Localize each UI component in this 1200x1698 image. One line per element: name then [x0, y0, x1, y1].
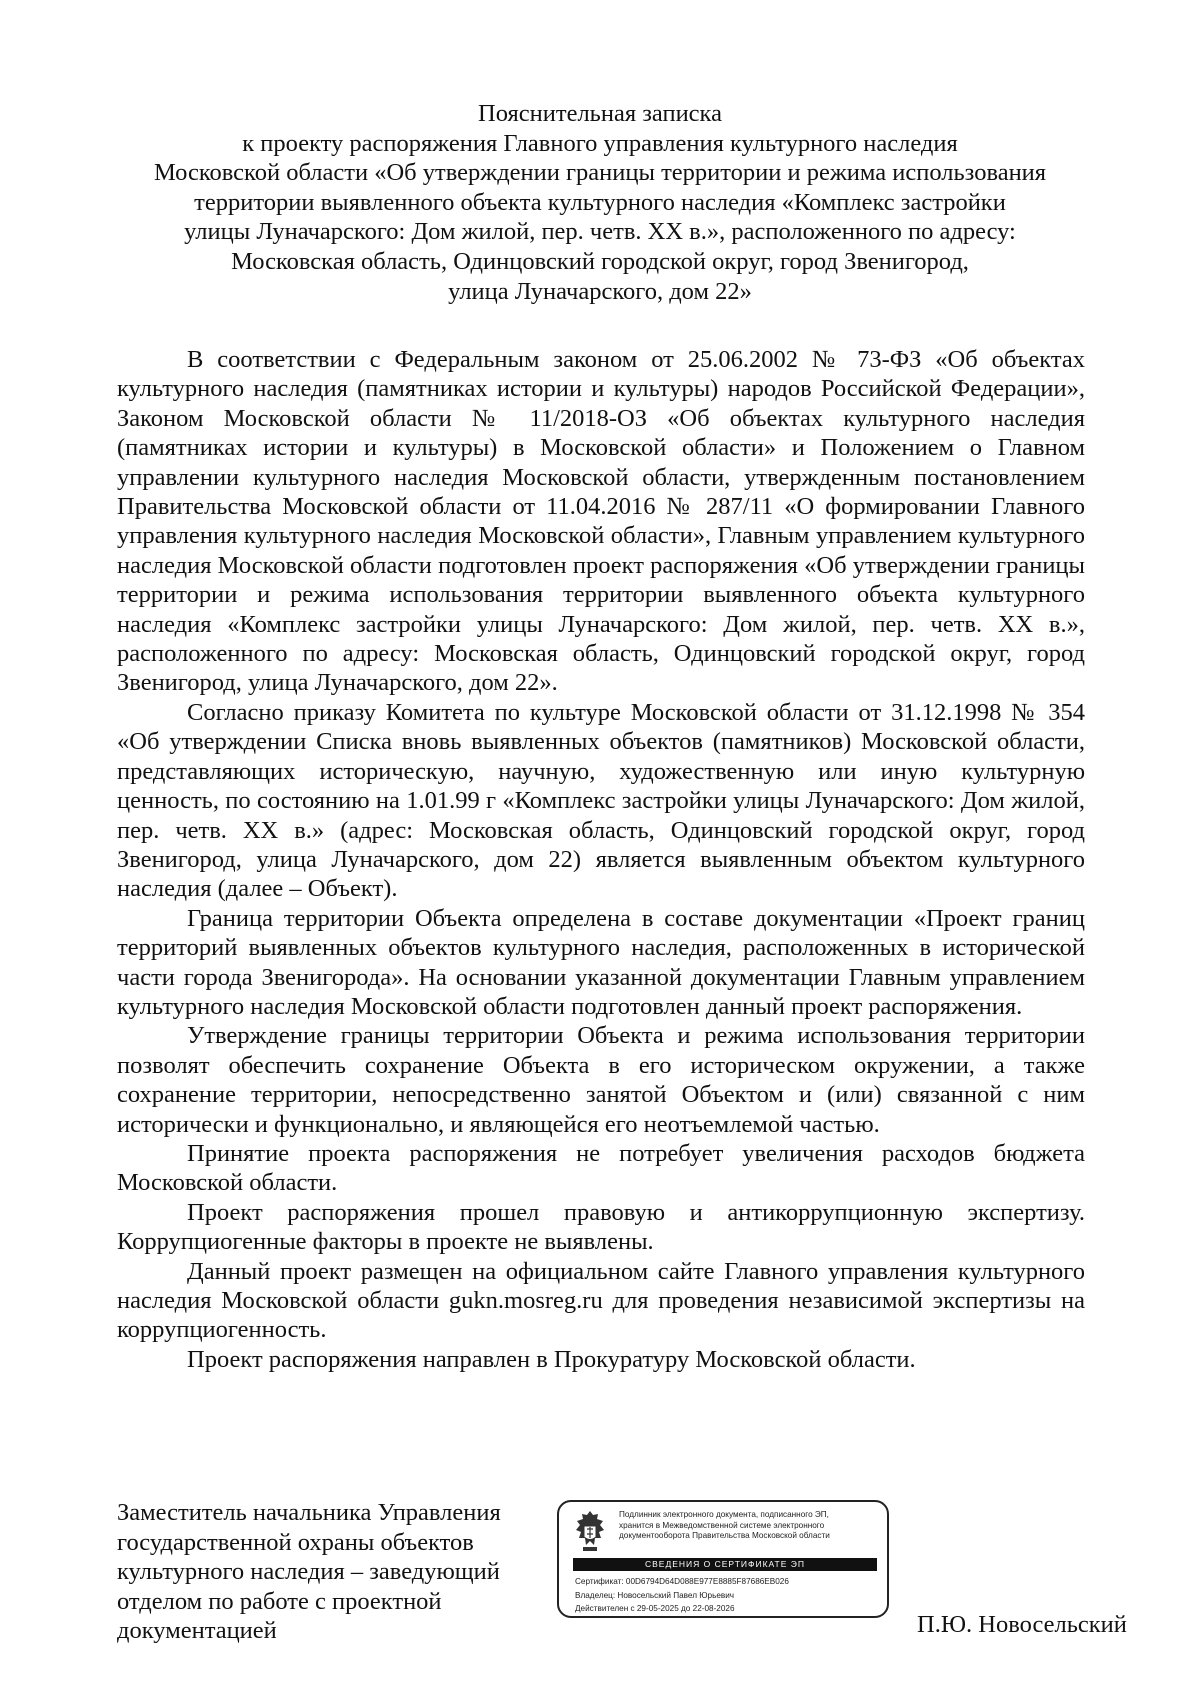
stamp-header-bar: СВЕДЕНИЯ О СЕРТИФИКАТЕ ЭП: [573, 1558, 877, 1571]
body-paragraph: Принятие проекта распоряжения не потребует увеличения расходов бюджета Московской области.: [117, 1139, 1085, 1197]
document-title: [110, 99, 1090, 306]
title-line: Московской области «Об утверждении границы территории и режима использования: [153, 159, 1047, 187]
certificate-owner: Владелец: Новосельский Павел Юрьевич: [575, 1590, 735, 1600]
signer-line: Заместитель начальника Управления: [117, 1499, 501, 1526]
signer-line: культурного наследия – заведующий: [117, 1558, 500, 1586]
title-line: к проекту распоряжения Главного управления культурного наследия: [242, 129, 958, 157]
signer-name: П.Ю. Новосельский: [917, 1611, 1127, 1638]
signer-line: документацией: [117, 1617, 277, 1645]
title-line: Пояснительная записка: [478, 100, 722, 127]
body-paragraph: Согласно приказу Комитета по культуре Московской области от 31.12.1998 № 354 «Об утверждении Списка вновь выявленных объектов (памятников) Московской области, представляющих историческую, научную, художественную или иную культурную ценность, по состоянию на 1.01.99 г «Комплекс застройки улицы Луначарского: Дом жилой, пер. четв. XX в.» (адрес: Московская область, Одинцовский городской округ, город Звенигород, улица Луначарского, дом 22) является выявленным объектом культурного наследия (далее – Объект).: [117, 698, 1085, 903]
body-paragraph: Граница территории Объекта определена в составе документации «Проект границ территорий выявленных объектов культурного наследия, расположенных в исторической части города Звенигорода». На основании указанной документации Главным управлением культурного наследия Московской области подготовлен данный проект распоряжения.: [117, 904, 1085, 1020]
stamp-notice-line: хранится в Межведомственной системе электронного: [619, 1520, 825, 1530]
signer-line: государственной охраны объектов: [117, 1528, 474, 1556]
signer-position: [117, 1498, 501, 1646]
body-paragraph: Проект распоряжения прошел правовую и антикоррупционную экспертизу. Коррупциогенные факторы в проекте не выявлены.: [117, 1198, 1085, 1256]
stamp-notice: [619, 1510, 881, 1542]
certificate-validity: Действителен с 29-05-2025 до 22-08-2026: [575, 1604, 735, 1613]
stamp-notice-line: Подлинник электронного документа, подписанного ЭП,: [619, 1510, 829, 1519]
coat-of-arms-emblem: [573, 1510, 607, 1554]
certificate-details: [575, 1575, 875, 1616]
title-line: территории выявленного объекта культурного наследия «Комплекс застройки: [194, 188, 1006, 216]
electronic-signature-stamp: [557, 1500, 889, 1618]
document-body: [117, 345, 1085, 1374]
title-line: улица Луначарского, дом 22»: [448, 277, 752, 305]
title-line: Московская область, Одинцовский городской округ, город Звенигород,: [231, 247, 969, 275]
title-line: улицы Луначарского: Дом жилой, пер. четв. XX в.», расположенного по адресу:: [184, 218, 1016, 246]
certificate-number: Сертификат: 00D6794D64D088E977E8885F87686EB026: [575, 1577, 789, 1586]
body-paragraph: В соответствии с Федеральным законом от 25.06.2002 № 73-ФЗ «Об объектах культурного наследия (памятниках истории и культуры) народов Российской Федерации», Законом Московской области № 11/2018-ОЗ «Об объектах культурного наследия (памятниках истории и культуры) в Московской области» и Положением о Главном управлении культурного наследия Московской области, утвержденным постановлением Правительства Московской области от 11.04.2016 № 287/11 «О формировании Главного управления культурного наследия Московской области», Главным управлением культурного наследия Московской области подготовлен проект распоряжения «Об утверждении границы территории и режима использования территории выявленного объекта культурного наследия «Комплекс застройки улицы Луначарского: Дом жилой, пер. четв. XX в.», расположенного по адресу: Московская область, Одинцовский городской округ, город Звенигород, улица Луначарского, дом 22».: [117, 346, 1085, 697]
body-paragraph: Утверждение границы территории Объекта и режима использования территории позволят обеспечить сохранение Объекта в его историческом окружении, а также сохранение территории, непосредственно занятой Объектом и (или) связанной с ним исторически и функционально, и являющейся его неотъемлемой частью.: [117, 1022, 1085, 1138]
body-paragraph: Данный проект размещен на официальном сайте Главного управления культурного наследия Московской области gukn.mosreg.ru для проведения независимой экспертизы на коррупциогенность.: [117, 1257, 1085, 1344]
signer-line: отделом по работе с проектной: [117, 1587, 442, 1615]
stamp-notice-line: документооборота Правительства Московской области: [619, 1531, 830, 1540]
body-paragraph: Проект распоряжения направлен в Прокуратуру Московской области.: [187, 1345, 916, 1373]
